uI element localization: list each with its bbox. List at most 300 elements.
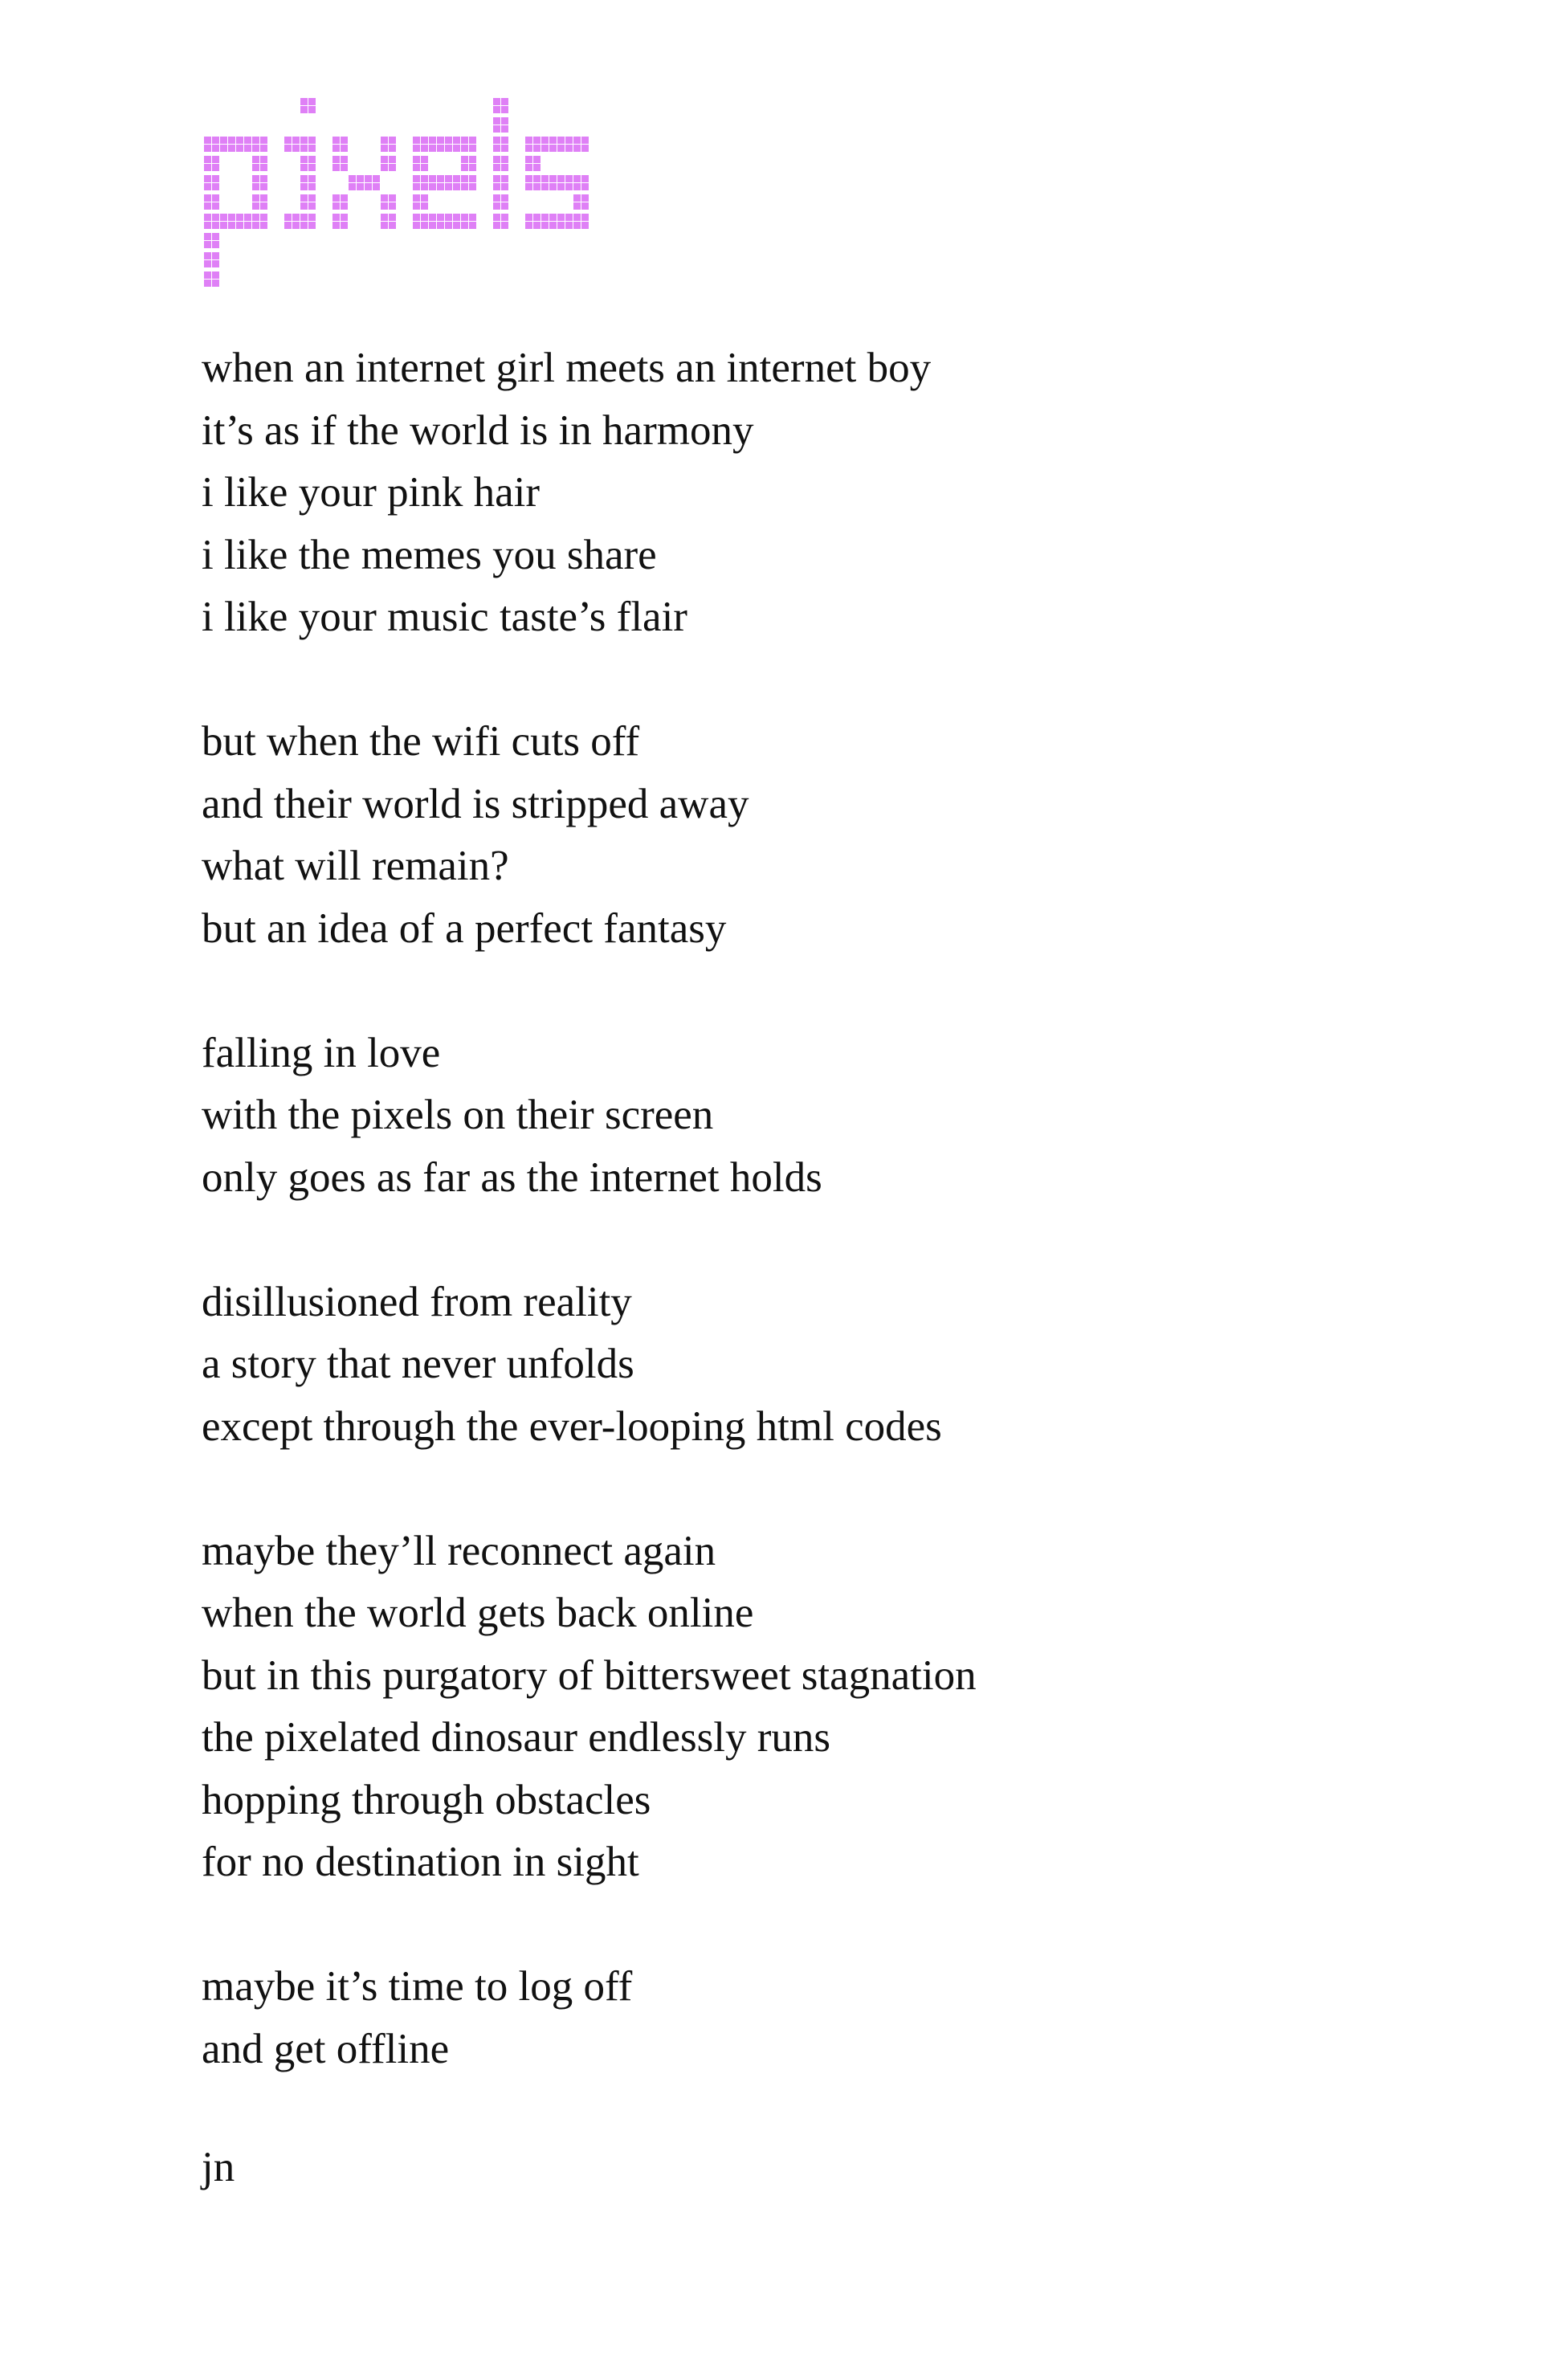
poem-line: but when the wifi cuts off (202, 718, 640, 765)
title-pixel (252, 183, 259, 190)
stanza (202, 337, 1406, 649)
title-pixel (453, 175, 460, 182)
title-pixel (260, 214, 267, 221)
title-pixel (437, 214, 444, 221)
title-pixel (212, 214, 219, 221)
title-pixel (308, 106, 316, 113)
title-pixel (260, 183, 267, 190)
title-pixel (469, 145, 476, 152)
title-pixel (284, 145, 292, 152)
poem-line: and their world is stripped away (202, 780, 749, 827)
title-pixel (212, 260, 219, 267)
poem-line: maybe it’s time to log off (202, 1963, 633, 2010)
poem-line: i like your music taste’s flair (202, 594, 687, 640)
title-pixel (389, 202, 396, 210)
title-pixel (204, 175, 211, 182)
title-pixel (332, 137, 340, 144)
title-pixel (308, 156, 316, 163)
title-pixel (493, 222, 500, 229)
title-pixel (549, 214, 557, 221)
title-pixel (533, 222, 541, 229)
title-pixel (573, 183, 581, 190)
title-pixel (501, 117, 508, 125)
title-pixel (453, 222, 460, 229)
title-pixel (421, 164, 428, 171)
title-pixel (549, 145, 557, 152)
title-pixel (381, 194, 388, 202)
title-pixel (300, 145, 308, 152)
title-pixel (493, 98, 500, 105)
title-pixel (581, 137, 589, 144)
title-pixel (204, 260, 211, 267)
title-pixel (565, 222, 573, 229)
title-pixel (228, 137, 235, 144)
title-pixel (501, 106, 508, 113)
title-pixel (228, 222, 235, 229)
title-pixel (573, 222, 581, 229)
stanza (202, 1023, 1406, 1210)
title-pixel (332, 202, 340, 210)
title-pixel (525, 137, 532, 144)
title-pixel (308, 183, 316, 190)
title-pixel (308, 164, 316, 171)
title-pixel (421, 194, 428, 202)
title-pixel (212, 194, 219, 202)
title-pixel (533, 164, 541, 171)
title-pixel (332, 145, 340, 152)
title-pixel (204, 183, 211, 190)
title-pixel (413, 145, 420, 152)
title-pixel (469, 175, 476, 182)
title-pixel (389, 214, 396, 221)
title-pixel (260, 164, 267, 171)
title-pixel (308, 214, 316, 221)
title-pixel (413, 164, 420, 171)
title-pixel (581, 202, 589, 210)
title-pixel (308, 145, 316, 152)
title-pixel (581, 214, 589, 221)
poem-line: i like your pink hair (202, 469, 540, 516)
title-pixel (469, 137, 476, 144)
title-pixel (252, 156, 259, 163)
title-pixel (525, 164, 532, 171)
stanza (202, 1521, 1406, 1894)
title-pixel (349, 183, 356, 190)
title-pixel (204, 137, 211, 144)
title-pixel (501, 98, 508, 105)
title-pixel (349, 175, 356, 182)
poem-line: maybe they’ll reconnect again (202, 1527, 716, 1574)
title-pixel (437, 145, 444, 152)
pixel-title-graphic (204, 98, 814, 291)
title-pixel (413, 175, 420, 182)
title-pixel (437, 183, 444, 190)
title-pixel (525, 175, 532, 182)
title-pixel (557, 214, 565, 221)
stanza (202, 1272, 1406, 1459)
title-pixel (493, 202, 500, 210)
title-pixel (525, 156, 532, 163)
poem-line: but an idea of a perfect fantasy (202, 904, 727, 952)
title-pixel (493, 156, 500, 163)
title-pixel (493, 125, 500, 133)
poem-line: disillusioned from reality (202, 1278, 632, 1325)
title-pixel (300, 164, 308, 171)
title-pixel (300, 183, 308, 190)
title-pixel (525, 222, 532, 229)
title-pixel (204, 233, 211, 240)
title-pixel (244, 145, 251, 152)
title-pixel (300, 202, 308, 210)
title-pixel (461, 156, 468, 163)
title-pixel (557, 145, 565, 152)
title-pixel (421, 137, 428, 144)
title-pixel (260, 222, 267, 229)
title-pixel (501, 156, 508, 163)
title-pixel (501, 194, 508, 202)
title-pixel (461, 145, 468, 152)
title-pixel (260, 175, 267, 182)
title-pixel (220, 222, 227, 229)
title-pixel (300, 194, 308, 202)
poem-line: only goes as far as the internet holds (202, 1153, 822, 1201)
title-pixel (252, 222, 259, 229)
title-pixel (413, 156, 420, 163)
title-pixel (453, 145, 460, 152)
title-pixel (493, 214, 500, 221)
title-pixel (581, 194, 589, 202)
title-pixel (292, 145, 300, 152)
title-pixel (453, 183, 460, 190)
poem-line: what will remain? (202, 843, 509, 889)
title-pixel (541, 137, 549, 144)
title-pixel (493, 164, 500, 171)
title-pixel (252, 145, 259, 152)
title-pixel (573, 175, 581, 182)
title-pixel (260, 156, 267, 163)
title-pixel (413, 222, 420, 229)
poem-line: it’s as if the world is in harmony (202, 406, 754, 454)
title-pixel (204, 214, 211, 221)
title-pixel (445, 214, 452, 221)
title-pixel (284, 214, 292, 221)
title-pixel (421, 175, 428, 182)
title-pixel (308, 222, 316, 229)
title-pixel (292, 214, 300, 221)
title-pixel (557, 222, 565, 229)
title-pixel (204, 194, 211, 202)
title-pixel (461, 214, 468, 221)
title-pixel (421, 156, 428, 163)
title-pixel (357, 183, 364, 190)
title-pixel (501, 125, 508, 133)
title-pixel (341, 222, 348, 229)
title-pixel (429, 183, 436, 190)
title-pixel (244, 214, 251, 221)
title-pixel (469, 214, 476, 221)
title-pixel (236, 137, 243, 144)
title-pixel (581, 145, 589, 152)
title-pixel (461, 164, 468, 171)
title-pixel (541, 222, 549, 229)
title-pixel (573, 202, 581, 210)
title-pixel (469, 183, 476, 190)
title-pixel (236, 214, 243, 221)
title-pixel (549, 137, 557, 144)
poem-line: but in this purgatory of bittersweet stagnation (202, 1651, 977, 1699)
poem-line: i like the memes you share (202, 531, 657, 578)
title-pixel (332, 164, 340, 171)
poem-line: falling in love (202, 1029, 441, 1076)
title-pixel (341, 194, 348, 202)
title-pixel (204, 241, 211, 248)
title-pixel (300, 137, 308, 144)
poem-line: a story that never unfolds (202, 1341, 634, 1387)
title-pixel (445, 175, 452, 182)
title-pixel (565, 175, 573, 182)
title-pixel (573, 137, 581, 144)
title-pixel (381, 214, 388, 221)
title-pixel (461, 222, 468, 229)
title-pixel (437, 175, 444, 182)
title-pixel (341, 164, 348, 171)
title-pixel (389, 222, 396, 229)
title-pixel (573, 145, 581, 152)
title-pixel (565, 183, 573, 190)
title-pixel (565, 137, 573, 144)
title-pixel (252, 214, 259, 221)
stanza (202, 1956, 1406, 2080)
title-pixel (501, 214, 508, 221)
title-pixel (429, 175, 436, 182)
title-pixel (212, 252, 219, 259)
title-pixel (204, 271, 211, 279)
title-pixel (501, 164, 508, 171)
title-pixel (252, 202, 259, 210)
title-pixel (533, 175, 541, 182)
title-pixel (220, 145, 227, 152)
title-pixel (413, 194, 420, 202)
title-pixel (501, 137, 508, 144)
title-pixel (533, 183, 541, 190)
title-pixel (252, 194, 259, 202)
title-pixel (252, 137, 259, 144)
title-pixel (212, 202, 219, 210)
title-pixel (493, 145, 500, 152)
poem-line: when the world gets back online (202, 1590, 754, 1636)
title-pixel (308, 194, 316, 202)
title-pixel (284, 222, 292, 229)
title-pixel (533, 145, 541, 152)
title-pixel (549, 183, 557, 190)
title-pixel (373, 183, 380, 190)
title-pixel (493, 106, 500, 113)
title-pixel (300, 214, 308, 221)
title-pixel (332, 222, 340, 229)
title-pixel (244, 222, 251, 229)
title-pixel (413, 183, 420, 190)
title-pixel (260, 145, 267, 152)
title-pixel (445, 137, 452, 144)
poem-body (202, 337, 1406, 2080)
poem-line: for no destination in sight (202, 1839, 639, 1885)
title-pixel (300, 98, 308, 105)
title-pixel (429, 214, 436, 221)
title-pixel (493, 117, 500, 125)
title-pixel (493, 194, 500, 202)
title-pixel (212, 222, 219, 229)
title-pixel (501, 175, 508, 182)
title-pixel (308, 98, 316, 105)
poem-line: hopping through obstacles (202, 1776, 651, 1823)
title-pixel (469, 156, 476, 163)
title-pixel (389, 164, 396, 171)
title-pixel (461, 175, 468, 182)
title-pixel (469, 164, 476, 171)
title-pixel (341, 214, 348, 221)
title-pixel (557, 183, 565, 190)
title-pixel (228, 145, 235, 152)
title-pixel (389, 145, 396, 152)
poem-line: with the pixels on their screen (202, 1092, 714, 1138)
title-pixel (445, 183, 452, 190)
title-pixel (453, 214, 460, 221)
title-pixel (308, 175, 316, 182)
title-pixel (220, 137, 227, 144)
title-pixel (437, 137, 444, 144)
title-pixel (501, 222, 508, 229)
title-pixel (389, 156, 396, 163)
title-pixel (549, 222, 557, 229)
title-pixel (557, 175, 565, 182)
title-pixel (357, 175, 364, 182)
title-pixel (533, 156, 541, 163)
poem-line: when an internet girl meets an internet boy (202, 345, 932, 391)
title-pixel (308, 137, 316, 144)
title-pixel (389, 194, 396, 202)
title-pixel (260, 194, 267, 202)
title-pixel (381, 164, 388, 171)
title-pixel (581, 183, 589, 190)
title-pixel (501, 202, 508, 210)
title-pixel (212, 175, 219, 182)
title-pixel (252, 164, 259, 171)
title-pixel (204, 145, 211, 152)
title-pixel (525, 214, 532, 221)
poem-line: and get offline (202, 2025, 450, 2072)
title-pixel (541, 145, 549, 152)
title-pixel (204, 280, 211, 287)
title-pixel (204, 252, 211, 259)
title-pixel (421, 202, 428, 210)
title-pixel (212, 156, 219, 163)
title-pixel (557, 137, 565, 144)
poem-line: the pixelated dinosaur endlessly runs (202, 1714, 831, 1761)
title-pixel (549, 175, 557, 182)
title-pixel (461, 183, 468, 190)
title-pixel (581, 222, 589, 229)
title-pixel (212, 241, 219, 248)
title-pixel (204, 156, 211, 163)
title-pixel (300, 175, 308, 182)
title-pixel (573, 194, 581, 202)
title-pixel (204, 202, 211, 210)
title-pixel (236, 145, 243, 152)
title-pixel (445, 145, 452, 152)
title-pixel (501, 183, 508, 190)
title-pixel (341, 202, 348, 210)
title-pixel (541, 175, 549, 182)
title-pixel (413, 202, 420, 210)
title-pixel (252, 175, 259, 182)
title-pixel (341, 156, 348, 163)
title-pixel (212, 183, 219, 190)
title-pixel (437, 222, 444, 229)
title-pixel (365, 175, 372, 182)
title-pixel (533, 214, 541, 221)
title-pixel (212, 137, 219, 144)
title-pixel (300, 106, 308, 113)
author-signature: jn (202, 2144, 235, 2190)
title-pixel (292, 137, 300, 144)
title-pixel (413, 214, 420, 221)
title-pixel (212, 280, 219, 287)
title-pixel (389, 137, 396, 144)
title-pixel (493, 183, 500, 190)
title-pixel (332, 156, 340, 163)
title-pixel (341, 145, 348, 152)
title-pixel (381, 145, 388, 152)
title-pixel (429, 145, 436, 152)
title-pixel (421, 214, 428, 221)
title-pixel (453, 137, 460, 144)
title-pixel (292, 222, 300, 229)
title-pixel (421, 183, 428, 190)
title-pixel (565, 145, 573, 152)
pixel-title-text (204, 291, 205, 292)
title-pixel (541, 214, 549, 221)
title-pixel (341, 137, 348, 144)
title-pixel (260, 137, 267, 144)
title-pixel (413, 137, 420, 144)
title-pixel (212, 233, 219, 240)
title-pixel (469, 222, 476, 229)
stanza (202, 711, 1406, 960)
title-pixel (381, 222, 388, 229)
title-pixel (573, 214, 581, 221)
title-pixel (381, 137, 388, 144)
title-pixel (212, 271, 219, 279)
pixel-title (204, 98, 814, 291)
title-pixel (332, 214, 340, 221)
title-pixel (421, 145, 428, 152)
title-pixel (236, 222, 243, 229)
title-pixel (300, 156, 308, 163)
title-pixel (565, 214, 573, 221)
title-pixel (541, 183, 549, 190)
title-pixel (429, 137, 436, 144)
title-pixel (445, 222, 452, 229)
title-pixel (244, 137, 251, 144)
title-pixel (220, 214, 227, 221)
title-pixel (204, 222, 211, 229)
title-pixel (421, 222, 428, 229)
title-pixel (365, 183, 372, 190)
title-pixel (493, 137, 500, 144)
title-pixel (429, 222, 436, 229)
title-pixel (493, 175, 500, 182)
title-pixel (581, 175, 589, 182)
